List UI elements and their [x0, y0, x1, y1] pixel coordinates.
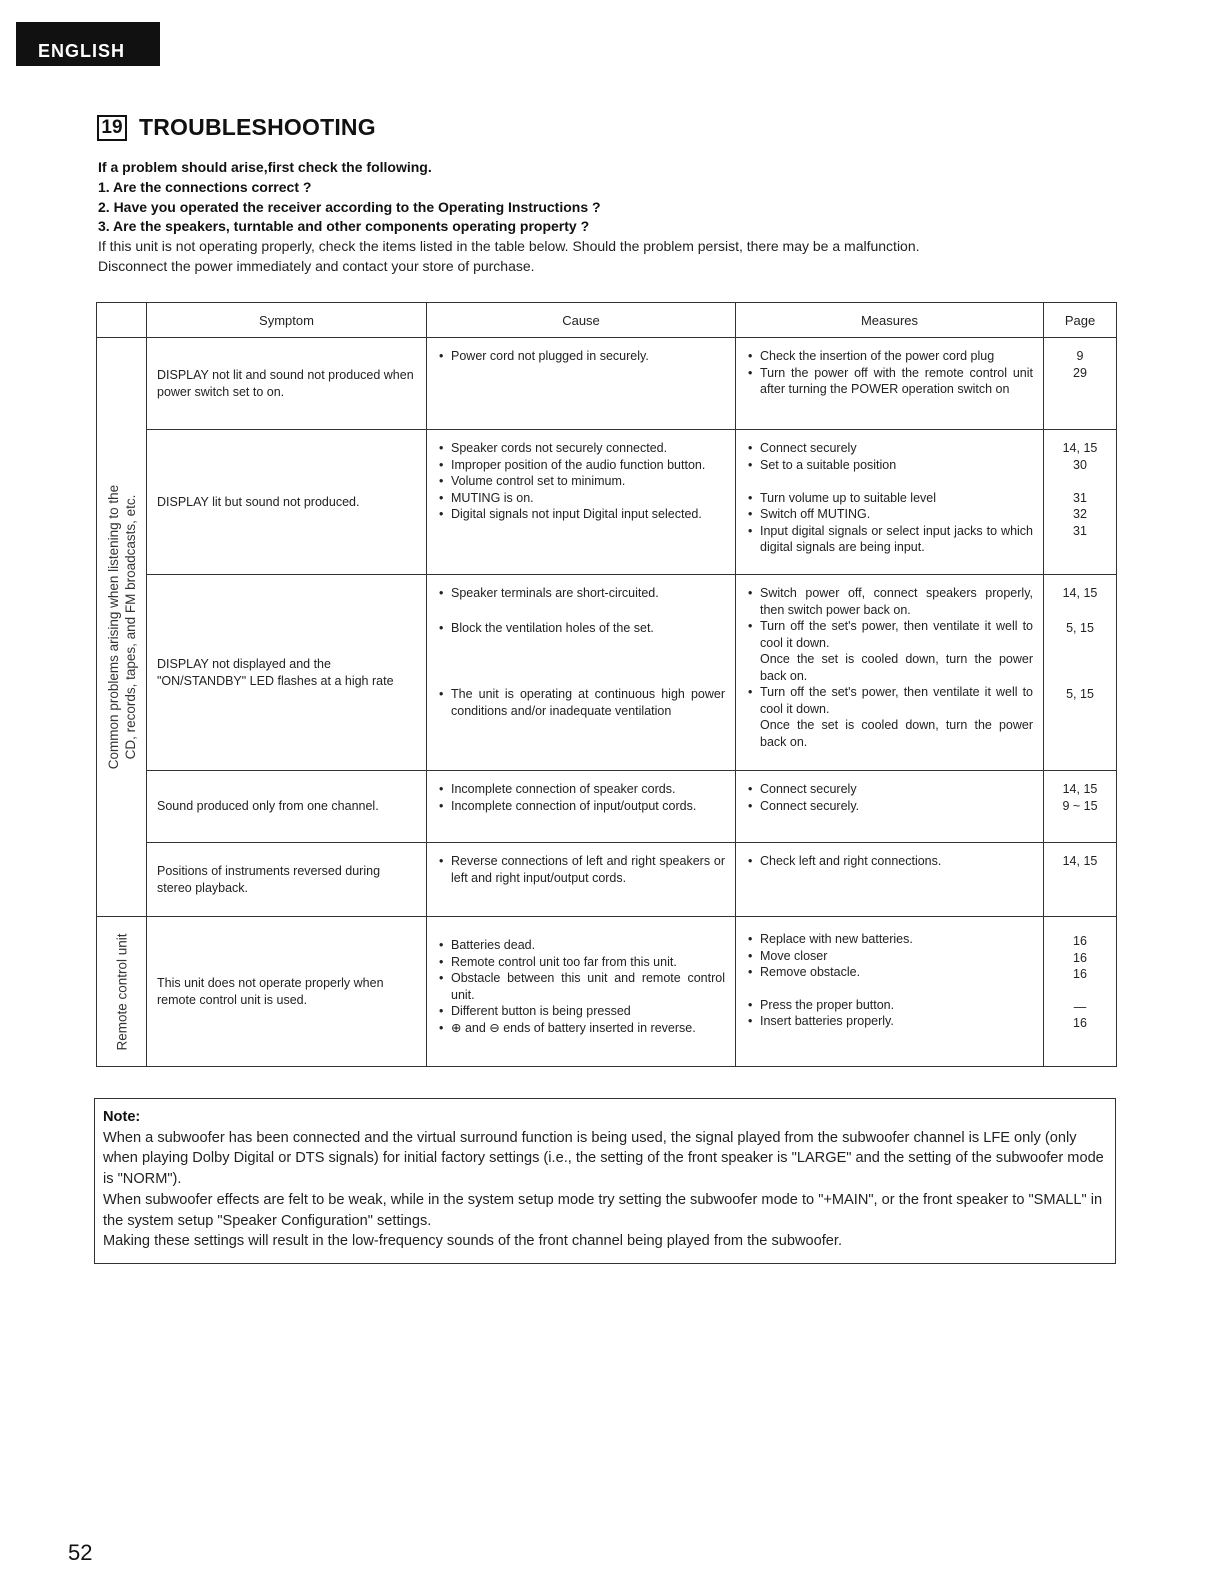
- cause-item: • MUTING is on.: [439, 490, 725, 507]
- note-line: When subwoofer effects are felt to be weak, while in the system setup mode try setting the subwoofer mode to "+MAIN", or the front speaker to "SMALL" in the system setup "Speaker Configuration" settings.: [103, 1191, 1103, 1229]
- table-header-row: [97, 303, 1117, 338]
- page-title: TROUBLESHOOTING: [139, 114, 376, 140]
- header-measures: Measures: [736, 303, 1044, 338]
- measures-cell: [736, 338, 1044, 430]
- category-remote: [97, 917, 147, 1067]
- note-title: Note:: [103, 1109, 141, 1125]
- measure-item: • Remove obstacle.: [748, 964, 1033, 981]
- measure-item: • Check left and right connections.: [748, 853, 1033, 870]
- cause-item: • Digital signals not input Digital input selected.: [439, 506, 725, 523]
- page-ref: 16: [1073, 934, 1087, 948]
- page-number: 52: [68, 1540, 93, 1565]
- measure-item: • Set to a suitable position: [748, 457, 1033, 474]
- page-ref: 14, 15: [1062, 782, 1098, 796]
- measures-cell: [736, 843, 1044, 917]
- measure-item: • Move closer: [748, 948, 1033, 965]
- page-ref: 14, 15: [1062, 586, 1098, 600]
- cause-item: • Obstacle between this unit and remote control unit.: [439, 970, 725, 1003]
- check-item: 2. Have you operated the receiver according to the Operating Instructions ?: [98, 198, 601, 215]
- cause-item: • The unit is operating at continuous high power conditions and/or inadequate ventilation: [439, 686, 725, 719]
- cause-item: • Batteries dead.: [439, 937, 725, 954]
- symptom-cell: DISPLAY not displayed and the "ON/STANDBY" LED flashes at a high rate: [147, 575, 427, 771]
- check-item: 3. Are the speakers, turntable and other components operating property ?: [98, 218, 590, 235]
- cause-item: • Incomplete connection of speaker cords.: [439, 781, 725, 798]
- cause-cell: [427, 575, 736, 771]
- table-row: [97, 771, 1117, 843]
- cause-item: • Speaker cords not securely connected.: [439, 440, 725, 457]
- page-ref: 31: [1073, 490, 1087, 505]
- page-cell: [1044, 430, 1117, 575]
- page-cell: [1044, 338, 1117, 430]
- symptom-cell: Positions of instruments reversed during stereo playback.: [147, 843, 427, 917]
- page-ref: 31: [1073, 523, 1087, 538]
- table-row: [97, 338, 1117, 430]
- intro-body-line: Disconnect the power immediately and contact your store of purchase.: [98, 257, 535, 274]
- page-cell: [1044, 575, 1117, 771]
- header-symptom: Symptom: [147, 303, 427, 338]
- measure-item: • Switch power off, connect speakers properly, then switch power back on.: [748, 585, 1033, 618]
- measure-item: • Connect securely: [748, 440, 1033, 457]
- header-blank: [97, 303, 147, 338]
- note-line: Making these settings will result in the low-frequency sounds of the front channel being played from the subwoofer.: [103, 1233, 843, 1250]
- measure-item: • Turn the power off with the remote control unit after turning the POWER operation switch on: [748, 365, 1033, 398]
- page-ref: 5, 15: [1066, 620, 1094, 635]
- note-line: When a subwoofer has been connected and the virtual surround function is being used, the signal played from the subwoofer channel is LFE only (only when playing Dolby Digital or DTS signals) for initial factory settings (i.e., the setting of the front speaker is "LARGE" and the setting of the subwoofer mode is "NORM").: [103, 1129, 1104, 1188]
- symptom-cell: This unit does not operate properly when remote control unit is used.: [147, 917, 427, 1067]
- cause-item: • Reverse connections of left and right speakers or left and right input/output cords.: [439, 853, 725, 886]
- cause-item: • Power cord not plugged in securely.: [439, 348, 725, 365]
- page-ref: 5, 15: [1066, 687, 1094, 701]
- category-label-line: Common problems arising when listening to the: [105, 484, 121, 770]
- table-row: [97, 917, 1117, 1067]
- measures-cell: [736, 575, 1044, 771]
- cause-item: • Speaker terminals are short-circuited.: [439, 585, 725, 602]
- measure-item: • Insert batteries properly.: [748, 1013, 1033, 1030]
- language-tab: ENGLISH: [16, 22, 160, 66]
- measure-item: • Turn off the set's power, then ventilate it well to cool it down.: [748, 684, 1033, 717]
- page-ref: 14, 15: [1062, 854, 1098, 868]
- header-page: Page: [1044, 303, 1117, 338]
- measures-cell: [736, 771, 1044, 843]
- cause-item: • Improper position of the audio function button.: [439, 457, 725, 474]
- measure-item: • Connect securely: [748, 781, 1033, 798]
- page-ref: 29: [1073, 365, 1087, 380]
- section-number: 19: [97, 115, 127, 141]
- section-heading: [97, 114, 376, 141]
- page-cell: [1044, 917, 1117, 1067]
- measure-item: Once the set is cooled down, turn the power back on.: [760, 718, 1033, 749]
- intro-body-line: If this unit is not operating properly, check the items listed in the table below. Should the problem persist, there may be a malfunction.: [98, 238, 920, 255]
- measure-item: • Turn off the set's power, then ventilate it well to cool it down.: [748, 618, 1033, 651]
- page-ref: 32: [1073, 507, 1087, 521]
- measures-cell: [736, 430, 1044, 575]
- measure-item: • Replace with new batteries.: [748, 931, 1033, 948]
- measure-item: • Check the insertion of the power cord plug: [748, 348, 1033, 365]
- cause-cell: [427, 843, 736, 917]
- measure-item: • Turn volume up to suitable level: [748, 490, 1033, 507]
- page-ref: —: [1073, 999, 1087, 1014]
- table-row: [97, 575, 1117, 771]
- symptom-cell: DISPLAY not lit and sound not produced when power switch set to on.: [147, 338, 427, 430]
- check-item: 1. Are the connections correct ?: [98, 178, 312, 195]
- page-ref: 16: [1073, 950, 1087, 965]
- page-ref: 9: [1076, 349, 1084, 363]
- cause-item: • Remote control unit too far from this unit.: [439, 954, 725, 971]
- cause-cell: [427, 771, 736, 843]
- category-label-line: CD, records, tapes, and FM broadcasts, etc.: [122, 494, 138, 760]
- measure-item: • Input digital signals or select input jacks to which digital signals are being input.: [748, 523, 1033, 556]
- page-cell: [1044, 771, 1117, 843]
- measure-item: Once the set is cooled down, turn the power back on.: [760, 652, 1033, 683]
- page-ref: 14, 15: [1062, 441, 1098, 455]
- page-ref: 30: [1073, 457, 1087, 472]
- measure-item: • Press the proper button.: [748, 997, 1033, 1014]
- cause-item: • Different button is being pressed: [439, 1003, 725, 1020]
- page-ref: 16: [1073, 1016, 1087, 1030]
- cause-cell: [427, 338, 736, 430]
- cause-item: • Block the ventilation holes of the set.: [439, 620, 725, 637]
- troubleshooting-table: [96, 302, 1117, 1067]
- table-row: [97, 430, 1117, 575]
- intro-text: [98, 158, 1108, 277]
- header-cause: Cause: [427, 303, 736, 338]
- cause-item: • Incomplete connection of input/output cords.: [439, 798, 725, 815]
- measure-item: • Connect securely.: [748, 798, 1033, 815]
- measure-item: • Switch off MUTING.: [748, 506, 1033, 523]
- note-box: [94, 1098, 1116, 1264]
- cause-item: • Volume control set to minimum.: [439, 473, 725, 490]
- page-ref: 16: [1073, 967, 1087, 981]
- cause-cell: [427, 430, 736, 575]
- category-common: [97, 338, 147, 917]
- symptom-cell: DISPLAY lit but sound not produced.: [147, 430, 427, 575]
- symptom-cell: Sound produced only from one channel.: [147, 771, 427, 843]
- category-label-line: Remote control unit: [114, 932, 129, 1051]
- measures-cell: [736, 917, 1044, 1067]
- cause-item: • ⊕ and ⊖ ends of battery inserted in reverse.: [439, 1020, 725, 1037]
- table-row: [97, 843, 1117, 917]
- intro-lead: If a problem should arise,first check the following.: [98, 159, 432, 175]
- page-ref: 9 ~ 15: [1062, 798, 1098, 813]
- cause-cell: [427, 917, 736, 1067]
- page-cell: [1044, 843, 1117, 917]
